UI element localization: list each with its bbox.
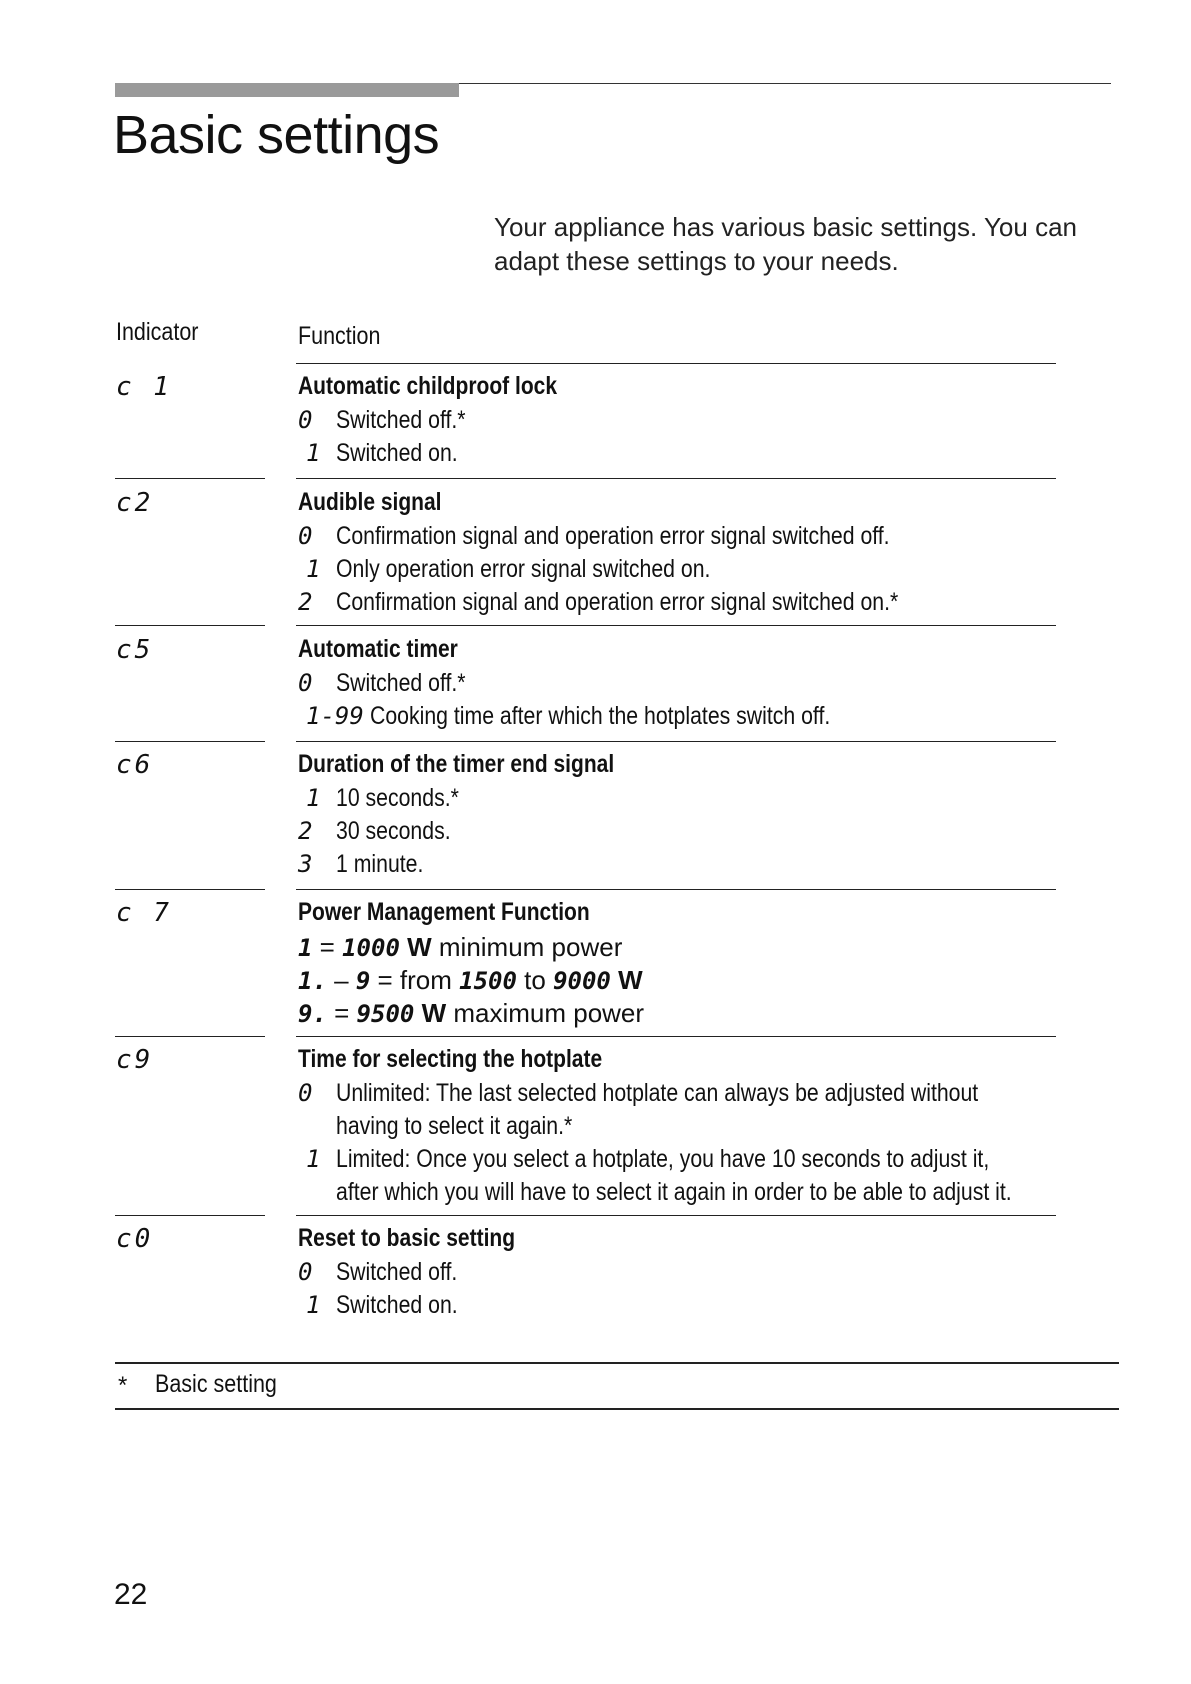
option bbox=[298, 850, 439, 879]
option bbox=[298, 702, 911, 731]
option-text: 1 minute. bbox=[336, 850, 424, 878]
function-title: Automatic timer bbox=[298, 635, 458, 663]
page-title: Basic settings bbox=[113, 105, 440, 165]
segment-digit: 9 bbox=[355, 967, 371, 995]
header-rule bbox=[296, 363, 1056, 364]
footnote-marker: * bbox=[118, 1372, 128, 1399]
option-code: 1 bbox=[306, 1145, 321, 1173]
option bbox=[298, 555, 777, 584]
option-code: 0 bbox=[298, 522, 313, 550]
indicator-code: c6 bbox=[116, 750, 154, 780]
option-code: 1 bbox=[306, 1291, 321, 1319]
function-title: Time for selecting the hotplate bbox=[298, 1045, 603, 1073]
option-text: Unlimited: The last selected hotplate can always be adjusted without bbox=[336, 1079, 979, 1107]
row-rule-left bbox=[115, 1036, 265, 1037]
segment-digit: 1 bbox=[298, 934, 313, 962]
indicator-code: c 1 bbox=[116, 372, 172, 402]
function-title: Duration of the timer end signal bbox=[298, 750, 615, 778]
equals: = bbox=[326, 998, 357, 1028]
option-code: 0 bbox=[298, 1079, 313, 1107]
option-text: Switched off.* bbox=[336, 669, 466, 697]
row-rule bbox=[296, 625, 1056, 626]
intro-line-2: adapt these settings to your needs. bbox=[494, 246, 899, 276]
intro-text bbox=[494, 210, 1094, 278]
power-desc: minimum power bbox=[431, 932, 623, 962]
option-code: 1-99 bbox=[306, 702, 364, 730]
option-code: 0 bbox=[298, 1258, 313, 1286]
indicator-code: c9 bbox=[116, 1045, 154, 1075]
option-code: 0 bbox=[298, 669, 313, 697]
footnote-rule-bottom bbox=[115, 1408, 1119, 1410]
option-text: Switched on. bbox=[336, 439, 458, 467]
power-line-max bbox=[298, 998, 644, 1029]
option-code: 1 bbox=[306, 784, 321, 812]
segment-digit: 1. bbox=[298, 967, 327, 995]
indicator-code: c2 bbox=[116, 488, 154, 518]
option-text: Cooking time after which the hotplates switch off. bbox=[369, 702, 831, 730]
option-text: Switched off. bbox=[336, 1258, 458, 1286]
intro-line-1: Your appliance has various basic settings. You can bbox=[494, 212, 1077, 242]
footnote-text: Basic setting bbox=[155, 1370, 277, 1398]
indicator-code: c5 bbox=[116, 635, 154, 665]
option-text: Only operation error signal switched on. bbox=[336, 555, 711, 583]
row-rule bbox=[296, 1036, 1056, 1037]
option bbox=[298, 669, 488, 698]
row-rule-left bbox=[115, 1215, 265, 1216]
row-rule-left bbox=[115, 741, 265, 742]
dash: – bbox=[326, 965, 356, 995]
row-rule-left bbox=[115, 625, 265, 626]
option-text: Confirmation signal and operation error signal switched off. bbox=[336, 522, 890, 550]
to: to bbox=[516, 965, 554, 995]
option-text: Confirmation signal and operation error signal switched on.* bbox=[336, 588, 899, 616]
unit: W bbox=[399, 932, 432, 962]
header-function: Function bbox=[298, 322, 381, 350]
option-text: 30 seconds. bbox=[336, 817, 451, 845]
option-code: 1 bbox=[306, 555, 321, 583]
option bbox=[298, 439, 479, 468]
segment-digit: 1000 bbox=[342, 934, 400, 962]
equals-from: = from bbox=[370, 965, 460, 995]
unit: W bbox=[610, 965, 643, 995]
option-text: 10 seconds.* bbox=[336, 784, 459, 812]
function-title: Power Management Function bbox=[298, 898, 590, 926]
row-rule bbox=[296, 478, 1056, 479]
option-code: 3 bbox=[298, 850, 313, 878]
option bbox=[298, 522, 987, 551]
option-code: 2 bbox=[298, 588, 313, 616]
row-rule bbox=[296, 741, 1056, 742]
segment-digit: 9. bbox=[298, 1000, 327, 1028]
option bbox=[298, 784, 481, 813]
function-title: Audible signal bbox=[298, 488, 442, 516]
row-rule-left bbox=[115, 478, 265, 479]
option-text-continued: after which you will have to select it again in order to be able to adjust it. bbox=[336, 1178, 1012, 1206]
option-text: Limited: Once you select a hotplate, you have 10 seconds to adjust it, bbox=[336, 1145, 990, 1173]
function-title: Automatic childproof lock bbox=[298, 372, 558, 400]
equals: = bbox=[312, 932, 343, 962]
page-number: 22 bbox=[114, 1578, 148, 1611]
segment-digit: 9000 bbox=[553, 967, 611, 995]
row-rule bbox=[296, 1215, 1056, 1216]
option bbox=[298, 817, 471, 846]
option-code: 1 bbox=[306, 439, 321, 467]
power-line-range bbox=[298, 965, 643, 996]
option bbox=[298, 1258, 479, 1287]
section-bar bbox=[115, 83, 459, 97]
option bbox=[298, 1291, 479, 1320]
header-indicator: Indicator bbox=[116, 318, 199, 346]
segment-digit: 1500 bbox=[459, 967, 517, 995]
indicator-code: c 7 bbox=[116, 898, 172, 928]
option bbox=[298, 588, 997, 617]
option bbox=[298, 406, 488, 435]
option-text: Switched on. bbox=[336, 1291, 458, 1319]
option bbox=[298, 1079, 1092, 1108]
option-code: 2 bbox=[298, 817, 313, 845]
unit: W bbox=[414, 998, 447, 1028]
option-text: Switched off.* bbox=[336, 406, 466, 434]
power-line-min bbox=[298, 932, 622, 963]
option-code: 0 bbox=[298, 406, 313, 434]
option-text-continued: having to select it again.* bbox=[336, 1112, 573, 1140]
power-desc: maximum power bbox=[446, 998, 645, 1028]
function-title: Reset to basic setting bbox=[298, 1224, 516, 1252]
indicator-code: c0 bbox=[116, 1224, 154, 1254]
segment-digit: 9500 bbox=[356, 1000, 415, 1028]
row-rule-left bbox=[115, 889, 265, 890]
option bbox=[298, 1145, 1105, 1174]
footnote-rule-top bbox=[115, 1362, 1119, 1364]
row-rule bbox=[296, 889, 1056, 890]
